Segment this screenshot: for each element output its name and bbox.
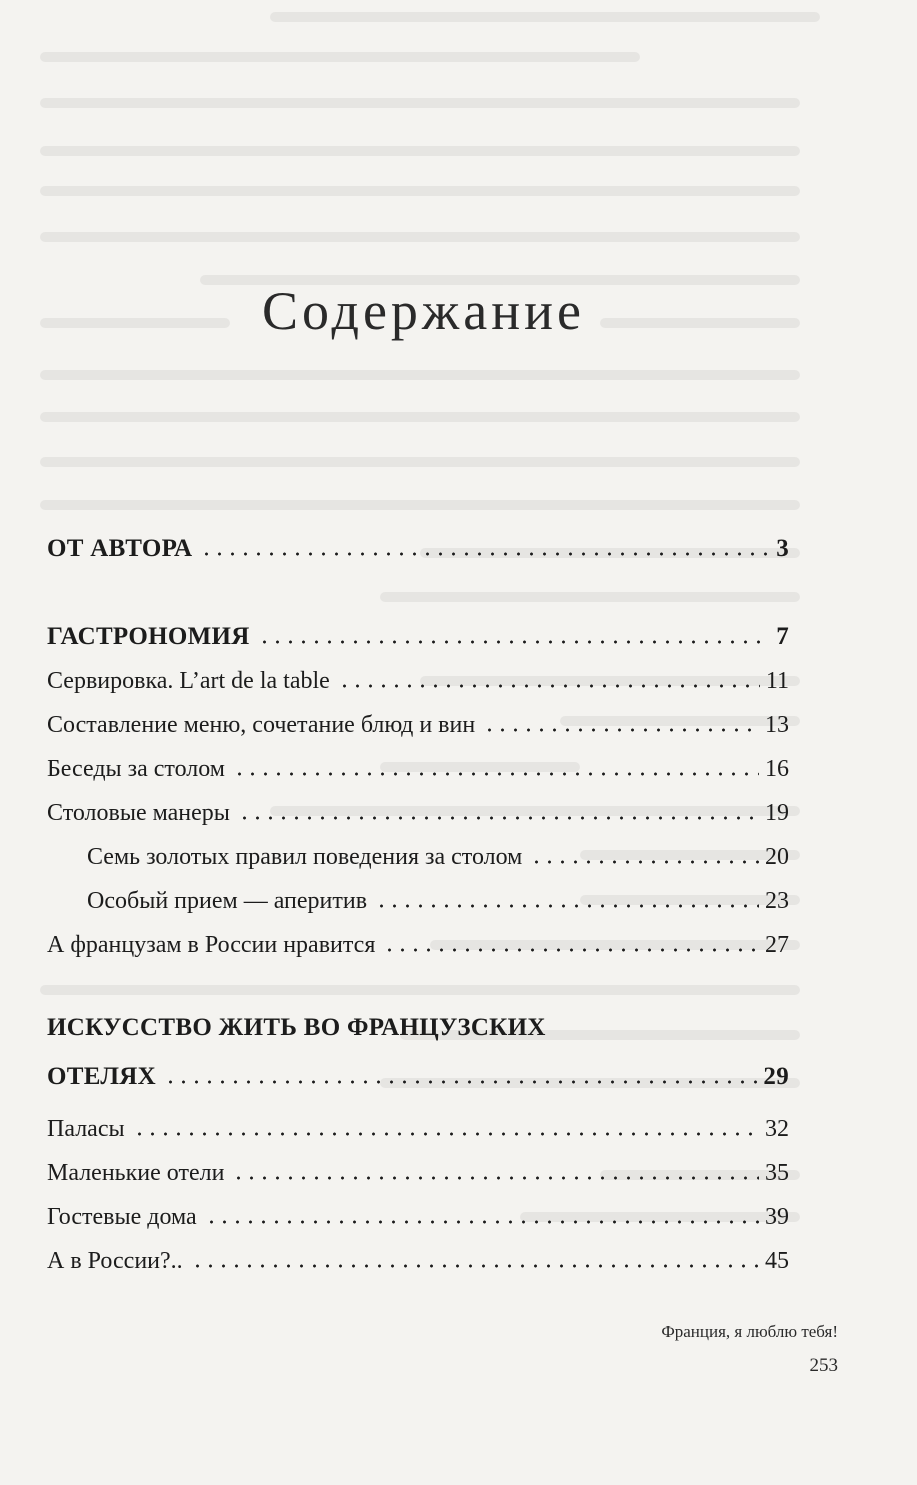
toc-page-number: 29: [763, 1063, 789, 1090]
dot-leader: [530, 860, 759, 864]
toc-page-number: 45: [765, 1248, 789, 1274]
toc-page-number: 35: [765, 1160, 789, 1186]
toc-entry[interactable]: [47, 706, 789, 740]
dot-leader: [133, 1132, 759, 1136]
toc-label: Гостевые дома: [47, 1204, 197, 1230]
toc-section-hotels[interactable]: [47, 1058, 789, 1092]
dot-leader: [232, 1176, 759, 1180]
toc-label: Паласы: [47, 1116, 125, 1142]
dot-leader: [375, 904, 759, 908]
dot-leader: [383, 948, 759, 952]
toc-entry[interactable]: [47, 750, 789, 784]
toc-label: Маленькие отели: [47, 1160, 225, 1186]
toc-page-number: 3: [776, 535, 789, 562]
toc-label: Составление меню, сочетание блюд и вин: [47, 712, 476, 738]
toc-section-gastronomy[interactable]: [47, 618, 789, 652]
toc-page-number: 7: [776, 623, 789, 650]
page-title: Содержание: [262, 281, 585, 341]
toc-entry[interactable]: [47, 794, 789, 828]
toc-section-hotels-line1[interactable]: ИСКУССТВО ЖИТЬ ВО ФРАНЦУЗСКИХ: [47, 1014, 546, 1041]
toc-label: ОТ АВТОРА: [47, 535, 193, 562]
dot-leader: [191, 1264, 759, 1268]
toc-page-number: 19: [765, 800, 789, 826]
toc-page-number: 11: [765, 668, 789, 694]
toc-entry[interactable]: [47, 1110, 789, 1144]
dot-leader: [233, 772, 759, 776]
toc-page-number: 32: [765, 1116, 789, 1142]
toc-label: ОТЕЛЯХ: [47, 1063, 157, 1090]
dot-leader: [164, 1080, 757, 1084]
dot-leader: [258, 640, 771, 644]
toc-page-number: 20: [765, 844, 789, 870]
toc-subentry[interactable]: [47, 882, 789, 916]
toc-page-number: 16: [765, 756, 789, 782]
toc-entry[interactable]: [47, 1198, 789, 1232]
toc-entry[interactable]: [47, 662, 789, 696]
toc-entry-author[interactable]: [47, 530, 789, 564]
toc-page-number: 27: [765, 932, 789, 958]
toc-subentry[interactable]: [47, 838, 789, 872]
toc-label: А в России?..: [47, 1248, 183, 1274]
toc-label: А французам в России нравится: [47, 932, 376, 958]
toc-page-number: 23: [765, 888, 789, 914]
toc-page-number: 39: [765, 1204, 789, 1230]
dot-leader: [483, 728, 759, 732]
toc-label: Столовые манеры: [47, 800, 230, 826]
dot-leader: [238, 816, 759, 820]
dot-leader: [338, 684, 760, 688]
running-title: Франция, я люблю тебя!: [661, 1322, 838, 1341]
toc-label: ГАСТРОНОМИЯ: [47, 623, 250, 650]
toc-label: Особый прием — аперитив: [87, 888, 368, 914]
toc-label: Беседы за столом: [47, 756, 225, 782]
toc-page-number: 13: [765, 712, 789, 738]
toc-entry[interactable]: [47, 1242, 789, 1276]
dot-leader: [200, 552, 770, 556]
toc-entry[interactable]: [47, 926, 789, 960]
toc-label: Сервировка. L’art de la table: [47, 668, 330, 694]
toc-label: Семь золотых правил поведения за столом: [87, 844, 523, 870]
dot-leader: [205, 1220, 759, 1224]
page-number: 253: [809, 1355, 838, 1376]
toc-entry[interactable]: [47, 1154, 789, 1188]
